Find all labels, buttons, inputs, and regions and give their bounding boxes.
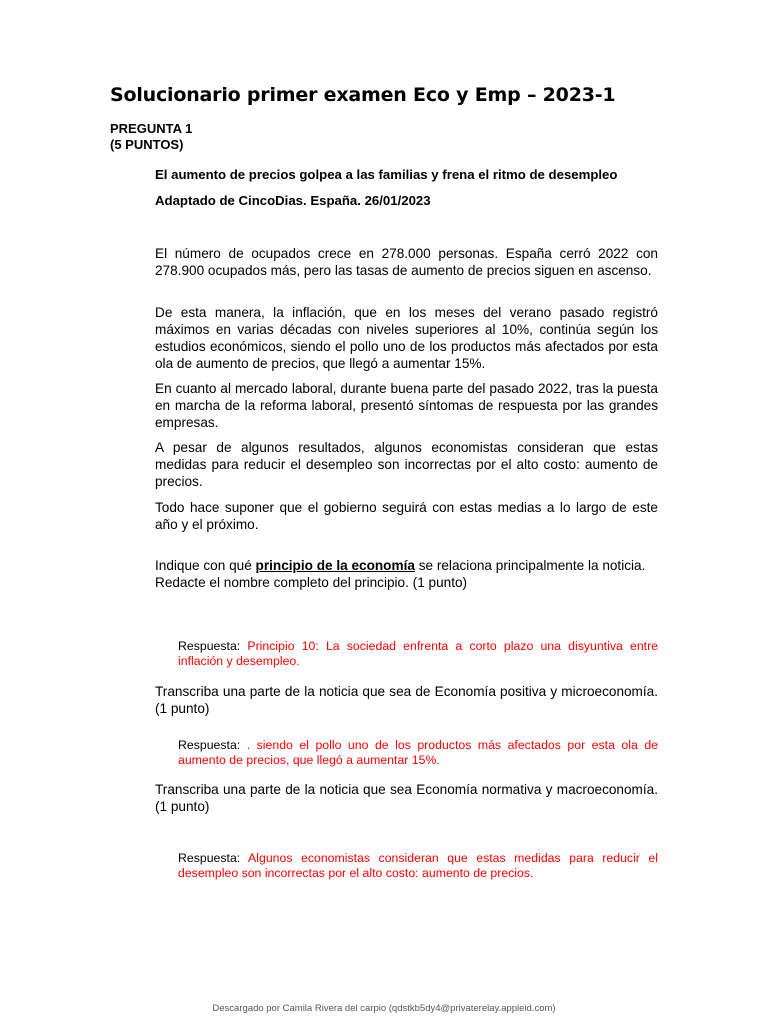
question-3-prompt: Transcriba una parte de la noticia que sea Economía normativa y macroeconomía. (1 punto) <box>155 782 658 814</box>
question-2-prompt: Transcriba una parte de la noticia que sea de Economía positiva y microeconomía. (1 punto) <box>155 684 658 716</box>
question-header <box>110 121 192 153</box>
question-1-answer <box>178 639 658 669</box>
answer-label: Respuesta: <box>178 639 248 653</box>
article-source: Adaptado de CincoDias. España. 26/01/2023 <box>155 193 431 208</box>
question-points: (5 PUNTOS) <box>110 137 184 152</box>
article-headline: El aumento de precios golpea a las familias y frena el ritmo de desempleo <box>155 167 618 182</box>
article-paragraph-4: A pesar de algunos resultados, algunos economistas consideran que estas medidas para reducir el desempleo son incorrectas por el alto costo: aumento de precios. <box>155 440 658 489</box>
answer-label: Respuesta: <box>178 738 247 752</box>
question-3-answer <box>178 851 658 881</box>
document-title: Solucionario primer examen Eco y Emp – 2023-1 <box>110 84 616 106</box>
question-number: PREGUNTA 1 <box>110 121 193 136</box>
question-1-prompt <box>155 557 658 591</box>
answer-text: Algunos economistas consideran que estas medidas para reducir el desempleo son incorrectas por el alto costo: aumento de precios. <box>178 851 658 880</box>
article-paragraph-3: En cuanto al mercado laboral, durante buena parte del pasado 2022, tras la puesta en marcha de la reforma laboral, presentó síntomas de respuesta por las grandes empresas. <box>155 381 658 430</box>
download-footer: Descargado por Camila Rivera del carpio (qdstkb5dy4@privaterelay.appleid.com) <box>212 1003 556 1014</box>
question-1-prefix: Indique con qué <box>155 558 256 573</box>
article-paragraph-2: De esta manera, la inflación, que en los meses del verano pasado registró máximos en varias décadas con niveles superiores al 10%, continúa según los estudios económicos, siendo el pollo uno de los productos más afectados por esta ola de aumento de precios, que llegó a aumentar 15%. <box>155 305 658 371</box>
answer-text: Principio 10: La sociedad enfrenta a corto plazo una disyuntiva entre inflación y desempleo. <box>178 639 659 668</box>
question-1-emphasis: principio de la economía <box>255 558 415 573</box>
answer-label: Respuesta: <box>178 851 249 865</box>
article-paragraph-1: El número de ocupados crece en 278.000 personas. España cerró 2022 con 278.900 ocupados más, pero las tasas de aumento de precios siguen en ascenso. <box>155 246 658 278</box>
question-2-answer <box>178 738 658 768</box>
question-1-suffix: se relaciona principalmente la noticia. Redacte el nombre completo del principio. (1 punto) <box>155 558 646 590</box>
article-paragraph-5: Todo hace suponer que el gobierno seguirá con estas medias a lo largo de este año y el próximo. <box>155 500 658 532</box>
answer-text: . siendo el pollo uno de los productos más afectados por esta ola de aumento de precios, que llegó a aumentar 15%. <box>178 738 659 767</box>
